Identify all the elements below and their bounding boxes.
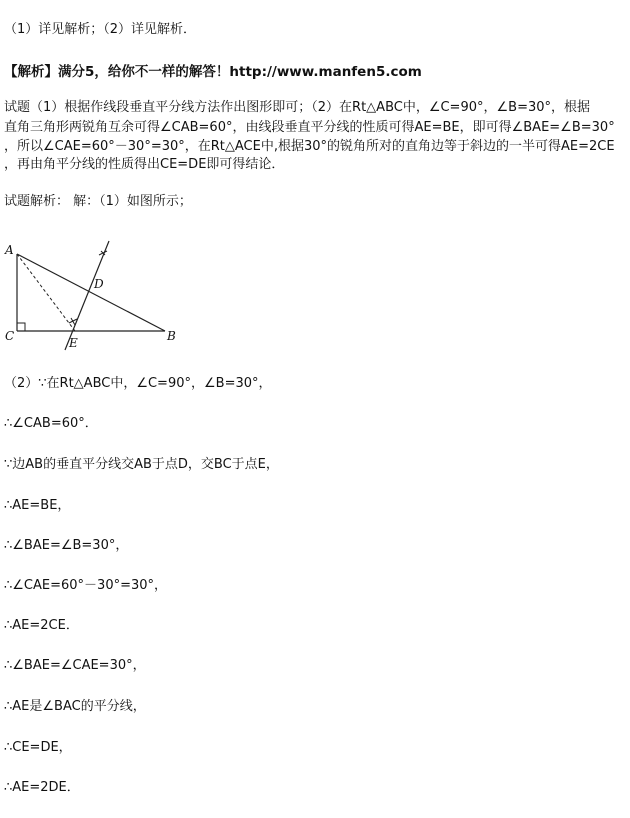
brand-line: 【解析】满分5，给你不一样的解答！http://www.manfen5.com [4, 64, 422, 80]
label-c: C [5, 329, 15, 343]
geometry-figure [0, 234, 200, 358]
label-b: B [167, 329, 176, 343]
analysis-line-2: 直角三角形两锐角互余可得∠CAB=60°，由线段垂直平分线的性质可得AE=BE，即可得∠BAE=∠B=30° [4, 120, 615, 135]
analysis-line-1: 试题（1）根据作线段垂直平分线方法作出图形即可；（2）在Rt△ABC中，∠C=90°，∠B=30°，根据 [4, 100, 591, 115]
step-4: ∴AE=BE， [4, 498, 71, 513]
perpendicular-bisector [65, 241, 109, 350]
answer-summary: （1）详见解析；（2）详见解析． [4, 22, 197, 37]
label-e: E [69, 336, 78, 350]
step-1: （2）∵在Rt△ABC中，∠C=90°，∠B=30°， [4, 376, 272, 391]
analysis-line-4: ，再由角平分线的性质得出CE=DE即可得结论． [4, 157, 285, 172]
step-2: ∴∠CAB=60°． [4, 416, 98, 431]
step-10: ∴CE=DE， [4, 740, 72, 755]
step-11: ∴AE=2DE． [4, 780, 80, 795]
step-8: ∴∠BAE=∠CAE=30°， [4, 658, 146, 673]
right-angle-mark [17, 323, 25, 331]
label-d: D [94, 277, 104, 291]
step-6: ∴∠CAE=60°－30°=30°， [4, 578, 168, 593]
label-a: A [5, 243, 14, 257]
step-9: ∴AE是∠BAC的平分线， [4, 699, 146, 714]
step-3: ∵边AB的垂直平分线交AB于点D，交BC于点E， [4, 457, 279, 472]
step-5: ∴∠BAE=∠B=30°， [4, 538, 129, 553]
segment-ae-dashed [17, 254, 75, 331]
segment-ab [17, 254, 165, 331]
solution-intro: 试题解析： 解：（1）如图所示； [4, 194, 192, 209]
analysis-line-3: ，所以∠CAE=60°－30°=30°，在Rt△ACE中,根据30°的锐角所对的直角边等于斜边的一半可得AE=2CE [4, 139, 615, 154]
step-7: ∴AE=2CE． [4, 618, 79, 633]
